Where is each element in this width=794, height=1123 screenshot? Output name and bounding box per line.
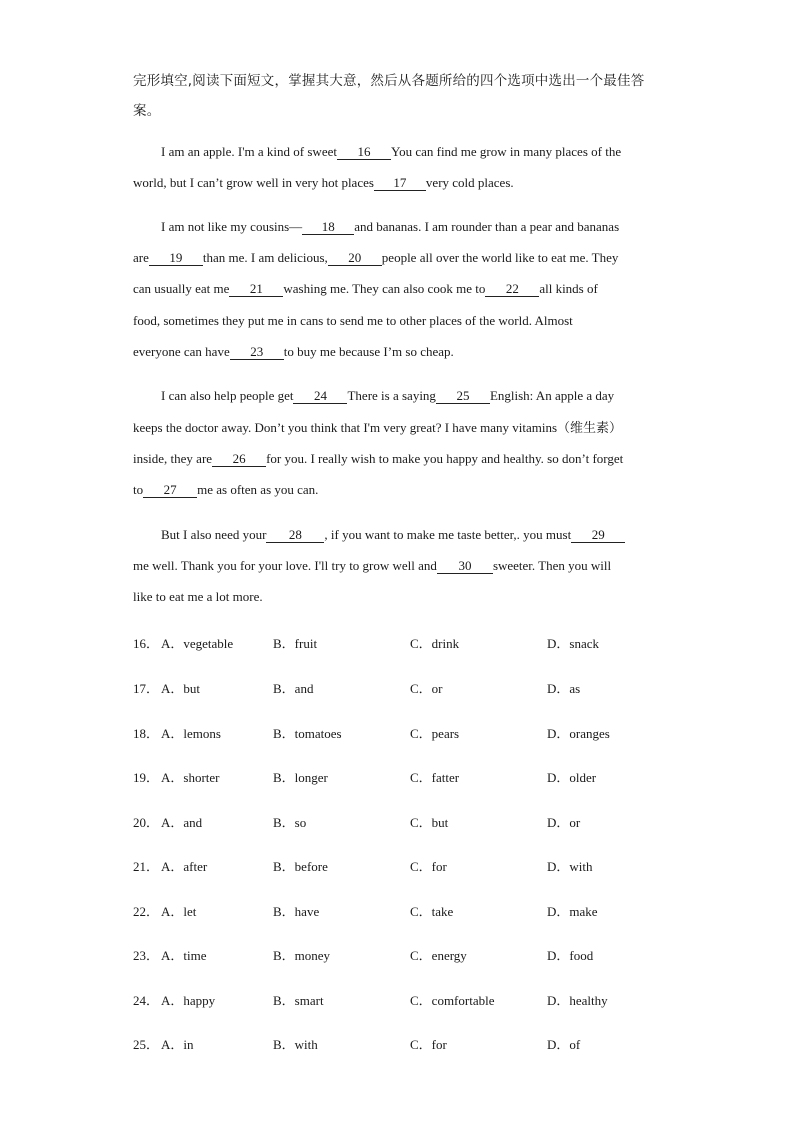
blank-30: 30 — [437, 559, 493, 574]
option-b[interactable]: B．longer — [273, 770, 328, 785]
question-23 — [133, 945, 733, 963]
option-b[interactable]: B．have — [273, 904, 320, 919]
passage-line-4 — [133, 250, 618, 266]
passage-line-3 — [161, 219, 619, 235]
option-c[interactable]: C．or — [410, 681, 443, 696]
option-b[interactable]: B．tomatoes — [273, 726, 342, 741]
passage-text: are — [133, 250, 149, 265]
option-a[interactable]: A．time — [161, 948, 207, 963]
question-number: 20． — [133, 815, 160, 830]
passage-text: for you. I really wish to make you happy and healthy. so don’t forget — [266, 451, 624, 466]
option-d[interactable]: D．older — [547, 770, 597, 785]
option-d[interactable]: D．with — [547, 859, 593, 874]
option-c[interactable]: C．pears — [410, 726, 460, 741]
option-b[interactable]: B．fruit — [273, 636, 318, 651]
question-22 — [133, 901, 733, 919]
question-16 — [133, 633, 733, 651]
passage-line-14 — [133, 589, 263, 605]
passage-text: You can find me grow in many places of the — [390, 144, 622, 159]
passage-text: to — [133, 482, 144, 497]
question-number: 17． — [133, 681, 160, 696]
blank-26: 26 — [212, 452, 266, 467]
passage-text: English: An apple a day — [489, 388, 615, 403]
passage-text: food, sometimes they put me in cans to send me to other places of the world. Almost — [133, 313, 573, 328]
option-a[interactable]: A．lemons — [161, 726, 221, 741]
passage-text: all kinds of — [539, 281, 598, 296]
passage-text: and bananas. I am rounder than a pear and bananas — [354, 219, 620, 234]
option-b[interactable]: B．with — [273, 1037, 318, 1052]
blank-18: 18 — [302, 220, 354, 235]
passage-text: I am an apple. I'm a kind of sweet — [161, 144, 337, 159]
question-19 — [133, 767, 733, 785]
passage-line-2 — [133, 175, 514, 191]
passage-text: very cold places. — [425, 175, 514, 190]
blank-24: 24 — [293, 389, 347, 404]
option-c[interactable]: C．drink — [410, 636, 460, 651]
blank-25: 25 — [436, 389, 490, 404]
question-number: 16． — [133, 636, 160, 651]
option-d[interactable]: D．healthy — [547, 993, 608, 1008]
option-d[interactable]: D．food — [547, 948, 594, 963]
passage-line-6 — [133, 313, 573, 329]
passage-text: world, but I can’t grow well in very hot places — [133, 175, 374, 190]
option-c[interactable]: C．fatter — [410, 770, 460, 785]
question-number: 22． — [133, 904, 160, 919]
blank-21: 21 — [229, 282, 283, 297]
blank-16: 16 — [337, 145, 391, 160]
passage-line-10 — [133, 451, 623, 467]
passage-text: I am not like my cousins— — [161, 219, 303, 234]
question-17 — [133, 678, 733, 696]
passage-text: I can also help people get — [161, 388, 294, 403]
passage-line-11 — [133, 482, 318, 498]
passage-line-13 — [133, 558, 611, 574]
passage-line-5 — [133, 281, 598, 297]
option-d[interactable]: D．snack — [547, 636, 599, 651]
option-a[interactable]: A．let — [161, 904, 197, 919]
option-d[interactable]: D．or — [547, 815, 581, 830]
passage-line-1 — [161, 144, 621, 160]
blank-28: 28 — [266, 528, 324, 543]
option-b[interactable]: B．money — [273, 948, 331, 963]
passage-line-12 — [161, 527, 625, 543]
blank-20: 20 — [328, 251, 382, 266]
question-number: 19． — [133, 770, 160, 785]
option-c[interactable]: C．energy — [410, 948, 467, 963]
passage-text: me as often as you can. — [197, 482, 319, 497]
passage-text: There is a saying — [347, 388, 436, 403]
question-20 — [133, 812, 733, 830]
passage-line-9 — [133, 420, 622, 436]
option-d[interactable]: D．make — [547, 904, 598, 919]
blank-29: 29 — [571, 528, 625, 543]
passage-text: me well. Thank you for your love. I'll try to grow well and — [133, 558, 437, 573]
option-a[interactable]: A．in — [161, 1037, 194, 1052]
question-24 — [133, 990, 733, 1008]
blank-17: 17 — [374, 176, 426, 191]
passage-text: inside, they are — [133, 451, 213, 466]
option-b[interactable]: B．and — [273, 681, 314, 696]
question-number: 18． — [133, 726, 160, 741]
option-d[interactable]: D．as — [547, 681, 581, 696]
passage-text: But I also need your — [161, 527, 267, 542]
instruction-text: 完形填空,阅读下面短文，掌握其大意，然后从各题所给的四个选项中选出一个最佳答案。 — [133, 73, 645, 119]
question-25 — [133, 1034, 733, 1052]
passage-text: than me. I am delicious, — [202, 250, 328, 265]
passage-text: keeps the doctor away. Don’t you think that I'm very great? I have many vitamins（维生素） — [133, 420, 622, 435]
option-d[interactable]: D．oranges — [547, 726, 610, 741]
option-a[interactable]: A．but — [161, 681, 201, 696]
option-c[interactable]: C．but — [410, 815, 449, 830]
option-c[interactable]: C．take — [410, 904, 454, 919]
passage-line-7 — [133, 344, 454, 360]
question-number: 23． — [133, 948, 160, 963]
option-b[interactable]: B．so — [273, 815, 307, 830]
passage-text: washing me. They can also cook me to — [283, 281, 486, 296]
passage-text: sweeter. Then you will — [492, 558, 612, 573]
question-number: 25． — [133, 1037, 160, 1052]
option-c[interactable]: C．for — [410, 1037, 447, 1052]
option-a[interactable]: A．and — [161, 815, 203, 830]
blank-27: 27 — [143, 483, 197, 498]
question-18 — [133, 723, 733, 741]
option-d[interactable]: D．of — [547, 1037, 581, 1052]
passage-text: can usually eat me — [133, 281, 230, 296]
passage-text: like to eat me a lot more. — [133, 589, 263, 604]
blank-19: 19 — [149, 251, 203, 266]
option-a[interactable]: A．shorter — [161, 770, 220, 785]
option-c[interactable]: C．comfortable — [410, 993, 495, 1008]
option-b[interactable]: B．smart — [273, 993, 324, 1008]
question-number: 24． — [133, 993, 160, 1008]
passage-text: people all over the world like to eat me. They — [381, 250, 619, 265]
blank-22: 22 — [485, 282, 539, 297]
option-a[interactable]: A．after — [161, 859, 208, 874]
blank-23: 23 — [230, 345, 284, 360]
question-number: 21． — [133, 859, 160, 874]
option-a[interactable]: A．vegetable — [161, 636, 234, 651]
option-c[interactable]: C．for — [410, 859, 447, 874]
question-21 — [133, 856, 733, 874]
option-a[interactable]: A．happy — [161, 993, 216, 1008]
passage-text: everyone can have — [133, 344, 230, 359]
passage-text: to buy me because I’m so cheap. — [283, 344, 454, 359]
passage-text: , if you want to make me taste better,. you must — [324, 527, 572, 542]
option-b[interactable]: B．before — [273, 859, 328, 874]
passage-line-8 — [161, 388, 614, 404]
